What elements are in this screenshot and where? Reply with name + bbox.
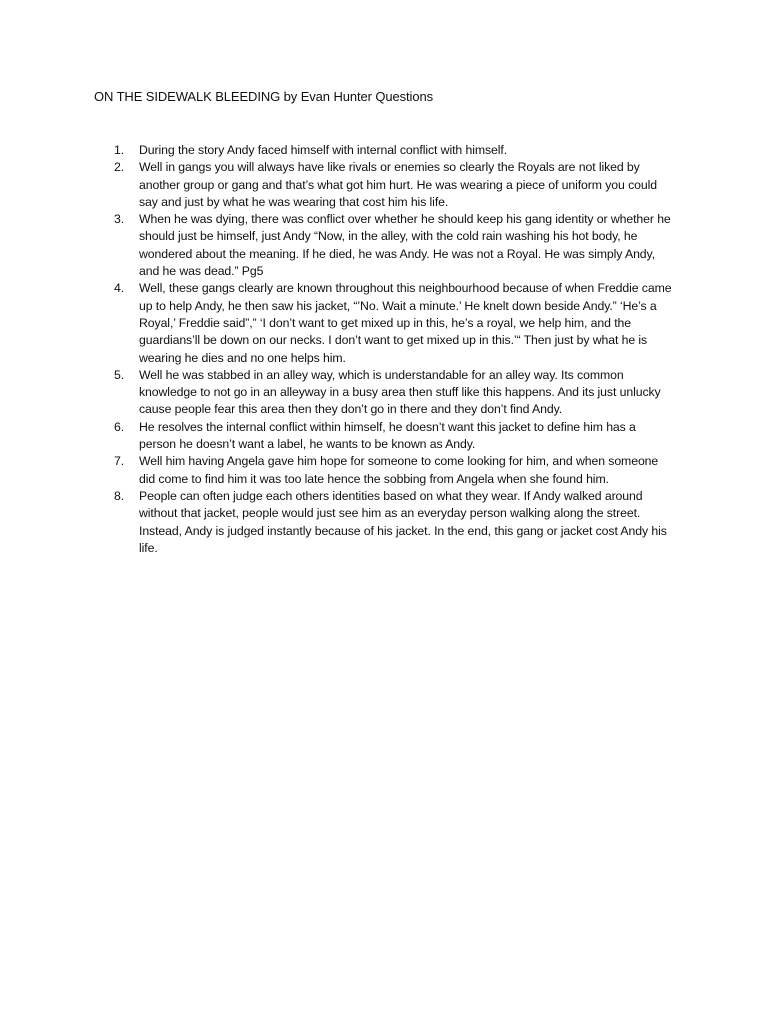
answer-item-5 — [114, 367, 674, 419]
answer-item-3 — [114, 211, 674, 280]
answer-text: Well, these gangs clearly are known throughout this neighbourhood because of when Freddie came up to help Andy, he then saw his jacket, “’No. Wait a minute.’ He knelt down beside Andy.” ‘He’s a Royal,’ Freddie said”,” ‘I don’t want to get mixed up in this, he’s a royal, we help him, and the guardians’ll be down on our necks. I don’t want to get mixed up in this.’“ Then just by what he is wearing he dies and no one helps him. — [139, 281, 672, 365]
answer-text: Well he was stabbed in an alley way, which is understandable for an alley way. Its common knowledge to not go in an alleyway in a busy area then stuff like this happens. And its just unlucky cause people fear this area then they don’t go in there and they don’t find Andy. — [139, 367, 661, 417]
answer-number: 3. — [114, 212, 125, 227]
answer-text: Well him having Angela gave him hope for someone to come looking for him, and when someone did come to find him it was too late hence the sobbing from Angela when she found him. — [139, 454, 659, 486]
answer-number: 5. — [114, 367, 125, 382]
answer-number: 4. — [114, 281, 125, 296]
answer-text: He resolves the internal conflict within himself, he doesn’t want this jacket to define him has a person he doesn’t want a label, he wants to be known as Andy. — [139, 419, 636, 452]
answer-number: 1. — [114, 143, 125, 157]
answer-number: 2. — [114, 160, 125, 175]
answer-list — [114, 142, 674, 557]
answer-item-4 — [114, 280, 674, 366]
answer-item-8 — [114, 488, 674, 557]
answer-item-7 — [114, 453, 674, 488]
answer-item-6 — [114, 419, 674, 454]
answer-item-1 — [114, 142, 674, 159]
answer-text: When he was dying, there was conflict over whether he should keep his gang identity or whether he should just be himself, just Andy “Now, in the alley, with the cold rain washing his hot body, he wondered about the meaning. If he died, he was Andy. He was not a Royal. He was simply Andy, and he was dead.” Pg5 — [139, 212, 671, 279]
answer-text: Well in gangs you will always have like rivals or enemies so clearly the Royals are not liked by another group or gang and that’s what got him hurt. He was wearing a piece of uniform you could say and just by what he was wearing that cost him his life. — [139, 160, 657, 209]
answer-number: 8. — [114, 488, 125, 503]
answer-text: During the story Andy faced himself with internal conflict with himself. — [139, 143, 508, 157]
answer-text: People can often judge each others identities based on what they wear. If Andy walked around without that jacket, people would just see him as an everyday person walking along the street. Instead, Andy is judged instantly because of his jacket. In the end, this gang or jacket cost Andy his life. — [139, 488, 667, 555]
answer-item-2 — [114, 159, 674, 211]
answer-number: 7. — [114, 454, 125, 469]
document-title: ON THE SIDEWALK BLEEDING by Evan Hunter Questions — [94, 89, 434, 104]
answer-number: 6. — [114, 419, 125, 434]
